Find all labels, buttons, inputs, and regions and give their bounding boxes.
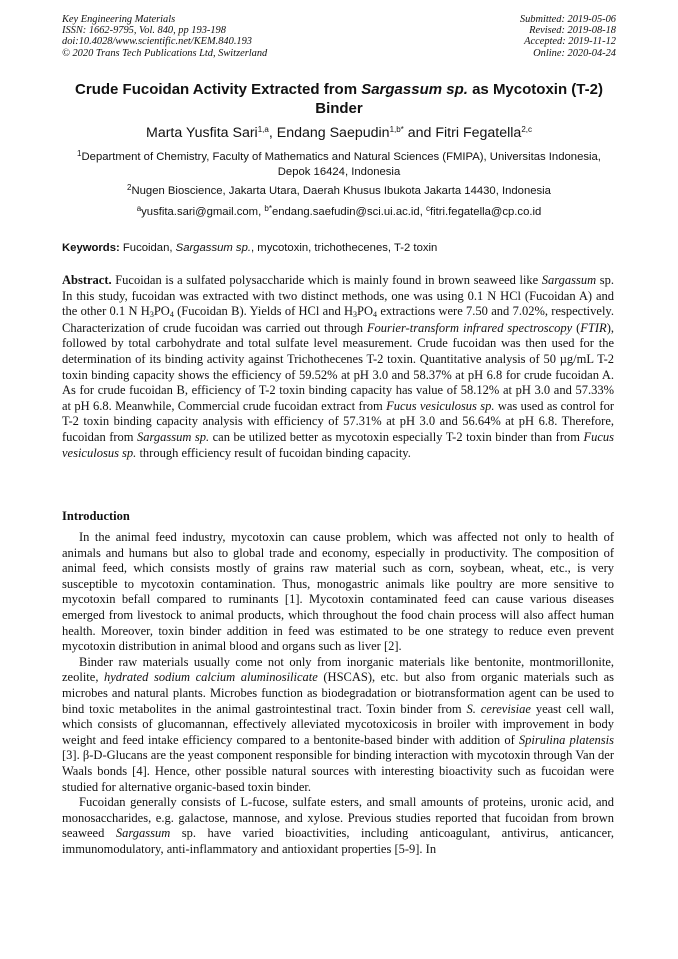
author-name: Fitri Fegatella [435,125,522,141]
author-affiliation-mark: 1,a [257,125,269,134]
abstract-text: Fucoidan is a sulfated polysaccharide which is mainly found in brown seaweed like [111,273,542,287]
abstract-italic: Fucus vesiculosus sp. [386,398,495,413]
abstract-text: ), followed by total carbohydrate and total sulfate level measurement. Crude fucoidan was then used for the determination of its binding activity against Trichothecenes T-2 toxin. Quantitative analysis of 50 µg/mL T-2 toxin binding capacity shows the efficiency of 59.52% at pH 3.0 and 58.37% at pH 6.8 for crude fucoidan A. As for crude fucoidan B, efficiency of T-2 toxin binding capacity has value of 58.12% at pH 3.0 and 57.33% at pH 6.8. Meanwhile, Commercial crude fucoidan extract from [62,320,614,413]
abstract-label: Abstract. [62,273,112,287]
author-separator: , [268,125,277,141]
paragraph-text: yeast cell wall, which consists of glucomannan, effectively alleviated mycotoxicosis in broiler with improvement in body weight and feed intake efficiency compared to a bentonite-based binder with addition of [62,701,615,747]
abstract-italic: Sargassum sp. [137,429,210,444]
email-link[interactable]: fitri.fegatella@cp.co.id [429,206,542,218]
affiliation-mark: 1 [77,149,82,158]
subscript: 3 [149,310,154,320]
keywords [62,241,616,256]
paragraph [62,655,614,795]
keywords-label: Keywords: [62,242,120,254]
paragraph-text: Binder raw materials usually come not only from inorganic materials like bentonite, montmorillonite, zeolite, [62,654,614,685]
subscript: 4 [169,310,174,320]
author-name: Marta Yusfita Sari [146,125,258,141]
abstract-text: sp. In this study, fucoidan was extracted with two distinct methods, one was using 0.1 N HCl (Fucoidan A) and the other 0.1 N H [62,273,614,319]
publication-dates [520,14,616,59]
affiliation-1 [62,150,616,179]
journal-copyright: © 2020 Trans Tech Publications Ltd, Switzerland [62,47,268,59]
journal-issn: ISSN: 1662-9795, Vol. 840, pp 193-198 [62,25,226,37]
paragraph-text: Fucoidan generally consists of L-fucose, sulfate esters, and small amounts of proteins, uronic acid, and monosaccharides, e.g. galactose, mannose, and xylose. Previous studies reported that fucoidan from brown seaweed [62,795,614,841]
author-affiliation-mark: 2,c [521,125,532,134]
abstract [62,273,614,461]
abstract-italic: Fourier-transform infrared spectroscopy [366,320,573,335]
abstract-italic: Fucus vesiculosus sp. [62,429,615,460]
abstract-text: was used as control for T-2 toxin binding capacity analysis with efficiency of 57.31% at pH 3.0 and 56.64% at pH 6.8. Therefore, fucoidan from [62,398,614,444]
journal-info [62,14,267,59]
title-part: as Mycotoxin (T-2) Binder [315,81,603,117]
paper-title [62,80,616,118]
keywords-text: Fucoidan, [119,242,176,254]
subscript: 4 [373,310,378,320]
journal-name: Key Engineering Materials [62,14,176,25]
paragraph: In the animal feed industry, mycotoxin can cause problem, which was affected not only to health of animals and humans but also to global trade and economy, especially in productivity. The composition of animal feed, which consists mostly of grains raw material such as corn, soybean, wheat, etc., is very susceptible to mycotoxin contamination. Thus, monogastric animals like poultry are more sensitive to mycotoxin befall compared to ruminants [1]. Mycotoxin contaminated feed can cause various diseases emerged from livestock to animal products, which throughout the food chain process will also affect human health. Moreover, toxin binder addition in feed was estimated to be one strategy to reduce even prevent mycotoxin distribution in animal blood and organs such as liver [2]. [62,530,614,654]
paragraph-italic: Sargassum [115,826,171,841]
email-link[interactable]: yusfita.sari@gmail.com, [141,206,265,218]
author-affiliation-mark: 1,b* [389,125,404,134]
abstract-text: (Fucoidan B). Yields of HCl and H [173,304,354,319]
abstract-text: can be utilized better as mycotoxin especially T-2 toxin binder than from [209,429,584,444]
affiliation-2 [62,184,616,199]
abstract-text: PO [153,304,170,319]
online-date: Online: 2020-04-24 [533,47,616,59]
abstract-text: ( [572,320,581,335]
paragraph-italic: hydrated sodium calcium aluminosilicate [103,670,318,685]
email-mark: a [136,204,142,213]
abstract-text: extractions were 7.50 and 7.02%, respectively. Characterization of crude fucoidan was carried out through [62,304,614,335]
paragraph-text: [3]. β-D-Glucans are the yeast component responsible for binding interaction with mycotoxin through Van der Waals bonds [4]. Hence, other possible natural sources with interesting bioactivity such as fucoidan were studied for alternative organic-based toxin binder. [62,748,614,794]
subscript: 3 [353,310,358,320]
paragraph-text: (HSCAS), etc. but also from organic materials such as microbes and natural plants. Microbes function as biodegradation or biotransformation agent can be used to bind toxic metabolites in the animal gastrointestinal tract. Toxin binder from [62,670,614,716]
introduction-body [62,530,614,857]
email-mark: b* [264,204,272,213]
author-name: Endang Saepudin [276,125,390,141]
keywords-italic: Sargassum sp. [175,242,252,254]
abstract-italic: FTIR [580,320,607,335]
journal-doi[interactable]: doi:10.4028/www.scientific.net/KEM.840.193 [62,36,252,48]
author-separator: and [403,125,436,141]
author-emails [62,205,616,220]
submitted-date: Submitted: 2019-05-06 [519,14,616,25]
revised-date: Revised: 2019-08-18 [529,25,616,37]
email-link[interactable]: endang.saefudin@sci.ui.ac.id, [271,206,426,218]
paragraph-italic: S. cerevisiae [466,701,531,716]
author-list [62,124,616,142]
abstract-text: through efficiency result of fucoidan binding capacity. [136,445,411,460]
section-heading-introduction: Introduction [62,509,130,523]
title-part: Crude Fucoidan Activity Extracted from [75,81,362,98]
abstract-text: PO [357,304,374,319]
affiliation-mark: 2 [127,183,132,192]
keywords-text: , mycotoxin, trichothecenes, T-2 toxin [251,242,438,254]
paragraph-italic: Spirulina platensis [518,732,614,747]
affiliation-text: Nugen Bioscience, Jakarta Utara, Daerah Khusus Ibukota Jakarta 14430, Indonesia [131,185,551,197]
abstract-italic: Sargassum [541,273,597,287]
affiliation-text: Department of Chemistry, Faculty of Mathematics and Natural Sciences (FMIPA), Universitas Indonesia, Depok 16424, Indonesia [81,151,601,178]
accepted-date: Accepted: 2019-11-12 [524,36,616,48]
email-mark: c [425,204,430,213]
paragraph-text: sp. have varied bioactivities, including anticoagulant, antivirus, anticancer, immunomodulatory, anti-inflammatory and antioxidant properties [5-9]. In [62,826,614,856]
title-italic: Sargassum sp. [361,81,468,98]
paragraph [62,795,614,857]
